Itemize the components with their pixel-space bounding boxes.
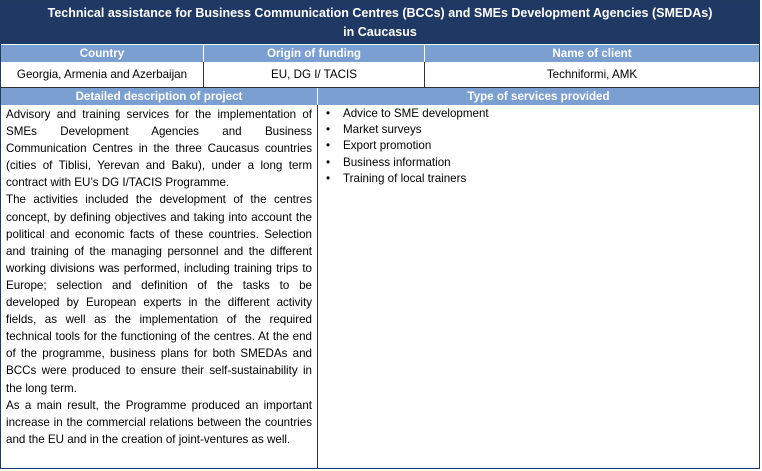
description-paragraph: Advisory and training services for the implementation of SMEs Development Agencies and Business Communication Centres in the three Caucasus countries (cities of Tiblisi, Yerevan and Baku), under a long term contract with EU’s DG I/TACIS Programme.	[6, 108, 312, 190]
service-label: Business information	[343, 155, 451, 169]
services-list	[326, 106, 759, 187]
services-cell	[318, 105, 759, 468]
bullet-icon: •	[326, 123, 331, 137]
description-paragraph: The activities included the development of the centres concept, by defining objectives and taking into account the political and economic facts of these countries. Selection and training of the managing personnel and the different working divisions was performed, including training trips to Europe; selection and definition of the tasks to be developed by European experts in the different activity fields, as well as the implementation of the required technical tools for the functioning of the centres. At the end of the programme, business plans for both SMEDAs and BCCs were produced to ensure their self-sustainability in the long term.	[6, 193, 312, 395]
client-value: Techniformi, AMK	[546, 68, 638, 81]
project-title-line-2: in Caucasus	[343, 25, 417, 39]
body-row	[1, 105, 759, 468]
bullet-icon: •	[326, 107, 331, 120]
origin-value: EU, DG I/ TACIS	[204, 62, 425, 87]
service-label: Export promotion	[343, 139, 432, 153]
description-cell	[1, 105, 318, 468]
values-row	[1, 62, 759, 88]
services-header: Type of services provided	[467, 90, 610, 103]
service-item	[326, 155, 759, 171]
bullet-icon: •	[326, 155, 331, 169]
description-paragraph: As a main result, the Programme produced an important increase in the commercial relations between the countries and the EU and in the creation of joint-ventures as well.	[6, 398, 312, 446]
project-title-line-1: Technical assistance for Business Communication Centres (BCCs) and SMEs Development Agencies (SMEDAs)	[47, 6, 713, 20]
service-label: Training of local trainers	[343, 171, 467, 185]
service-item	[326, 171, 759, 187]
service-item	[326, 138, 759, 154]
description-header: Detailed description of project	[1, 88, 318, 105]
bullet-icon: •	[326, 139, 331, 153]
header-row-bottom	[1, 88, 759, 105]
service-item	[326, 106, 759, 122]
service-label: Advice to SME development	[343, 107, 489, 120]
project-title	[1, 1, 759, 45]
service-item	[326, 122, 759, 138]
origin-header: Origin of funding	[204, 45, 425, 62]
country-header: Country	[1, 45, 204, 62]
bullet-icon: •	[326, 171, 331, 185]
country-value: Georgia, Armenia and Azerbaijan	[1, 62, 204, 87]
client-header: Name of client	[552, 47, 632, 60]
service-label: Market surveys	[343, 123, 422, 137]
header-row-top	[1, 45, 759, 62]
